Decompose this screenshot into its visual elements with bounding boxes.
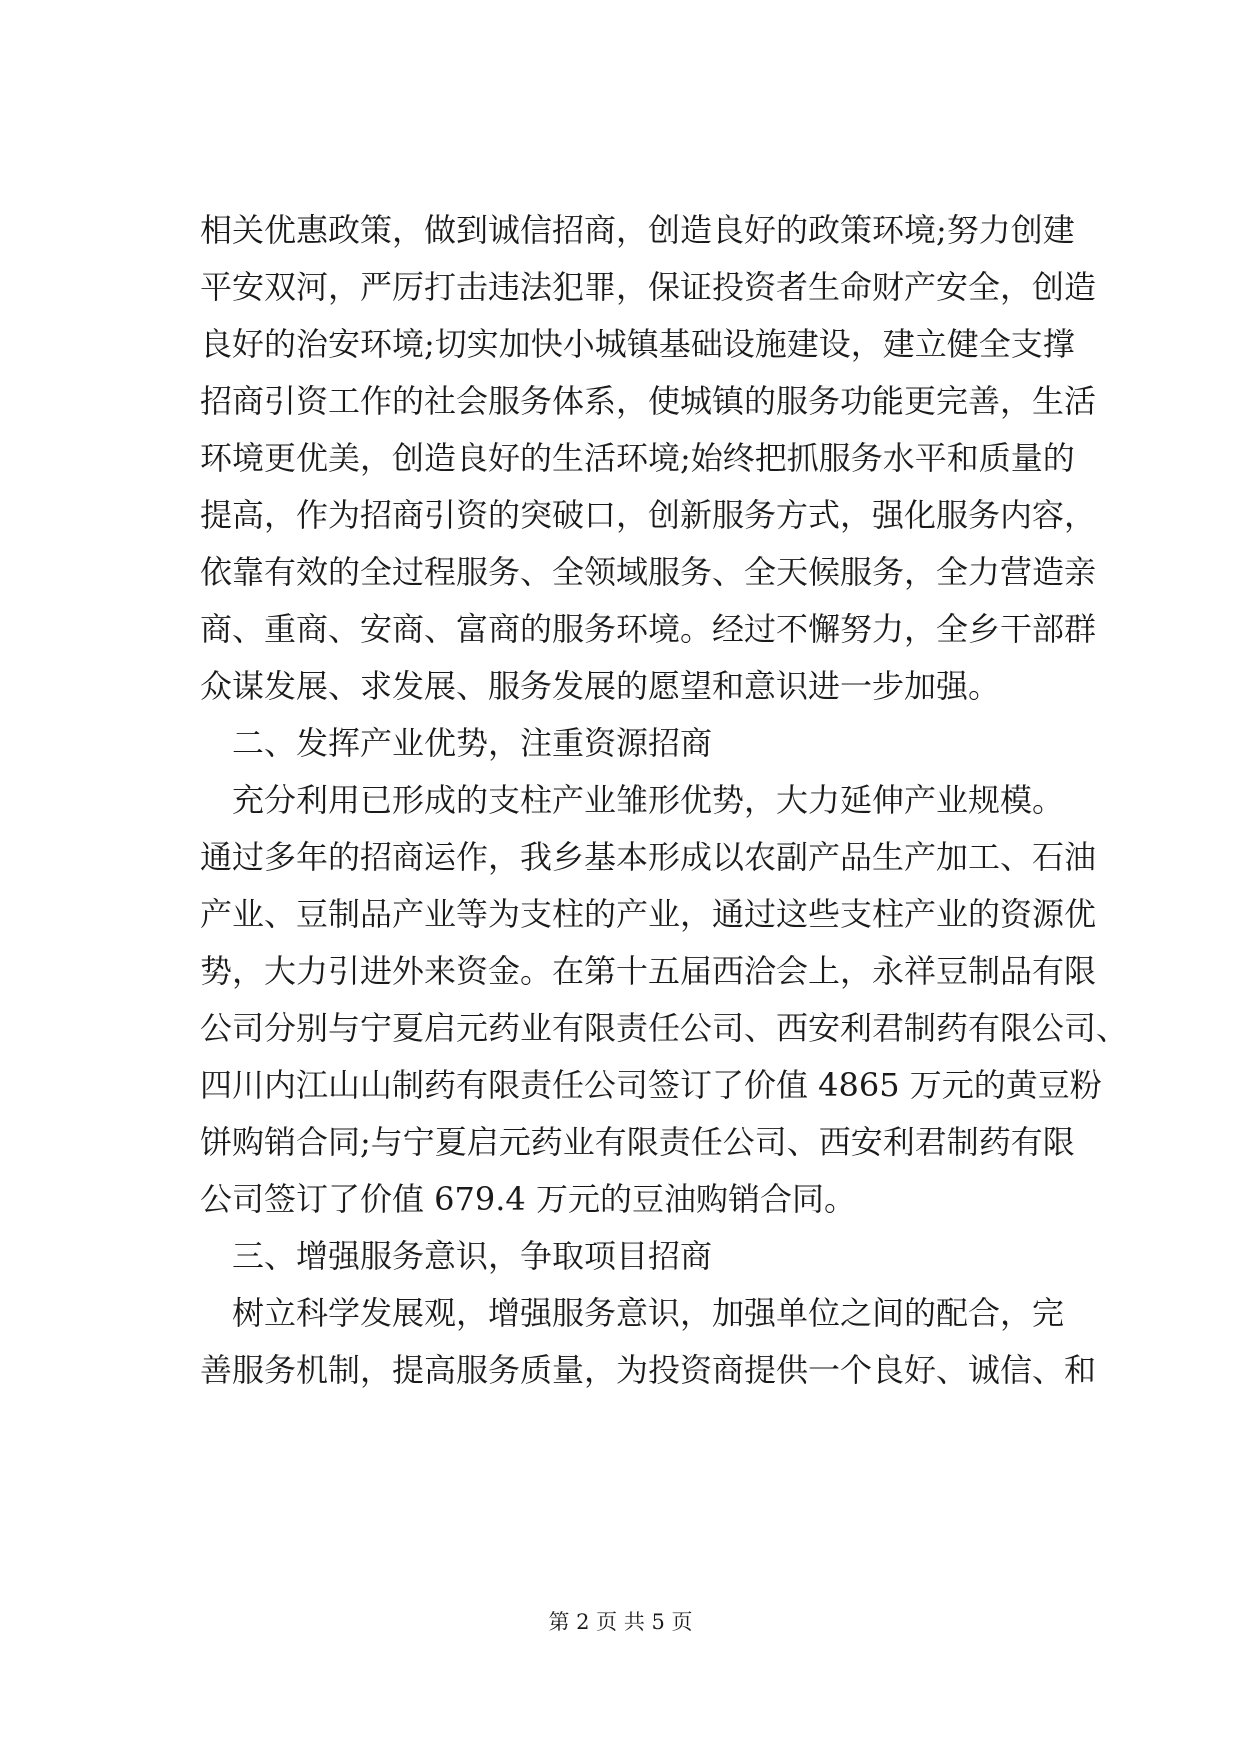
body-line: 商、重商、安商、富商的服务环境。经过不懈努力，全乡干部群	[200, 610, 1097, 648]
body-line: 通过多年的招商运作，我乡基本形成以农副产品生产加工、石油	[200, 838, 1097, 876]
body-line: 产业、豆制品产业等为支柱的产业，通过这些支柱产业的资源优	[200, 895, 1097, 933]
body-line: 四川内江山山制药有限责任公司签订了价值 4865 万元的黄豆粉	[200, 1066, 1102, 1104]
body-line: 善服务机制，提高服务质量，为投资商提供一个良好、诚信、和	[200, 1351, 1097, 1389]
body-line: 相关优惠政策，做到诚信招商，创造良好的政策环境;努力创建	[200, 211, 1075, 249]
section-heading: 三、增强服务意识，争取项目招商	[232, 1237, 713, 1275]
body-line: 公司签订了价值 679.4 万元的豆油购销合同。	[200, 1180, 856, 1218]
body-line: 招商引资工作的社会服务体系，使城镇的服务功能更完善，生活	[200, 382, 1097, 420]
body-line: 势，大力引进外来资金。在第十五届西洽会上，永祥豆制品有限	[200, 952, 1097, 990]
body-line: 环境更优美，创造良好的生活环境;始终把抓服务水平和质量的	[200, 439, 1075, 477]
page-number-footer: 第 2 页 共 5 页	[548, 1610, 693, 1634]
section-heading: 二、发挥产业优势，注重资源招商	[232, 724, 713, 762]
body-line: 树立科学发展观，增强服务意识，加强单位之间的配合，完	[232, 1294, 1065, 1332]
body-line: 依靠有效的全过程服务、全领域服务、全天候服务，全力营造亲	[200, 553, 1097, 591]
body-line: 众谋发展、求发展、服务发展的愿望和意识进一步加强。	[200, 667, 1001, 705]
body-line: 公司分别与宁夏启元药业有限责任公司、西安利君制药有限公司、	[200, 1009, 1129, 1047]
body-line: 饼购销合同;与宁夏启元药业有限责任公司、西安利君制药有限	[200, 1123, 1075, 1161]
body-line: 提高，作为招商引资的突破口，创新服务方式，强化服务内容，	[200, 496, 1097, 534]
body-line: 良好的治安环境;切实加快小城镇基础设施建设，建立健全支撑	[200, 325, 1075, 363]
body-line: 平安双河，严厉打击违法犯罪，保证投资者生命财产安全，创造	[200, 268, 1097, 306]
body-line: 充分利用已形成的支柱产业雏形优势，大力延伸产业规模。	[232, 781, 1065, 819]
